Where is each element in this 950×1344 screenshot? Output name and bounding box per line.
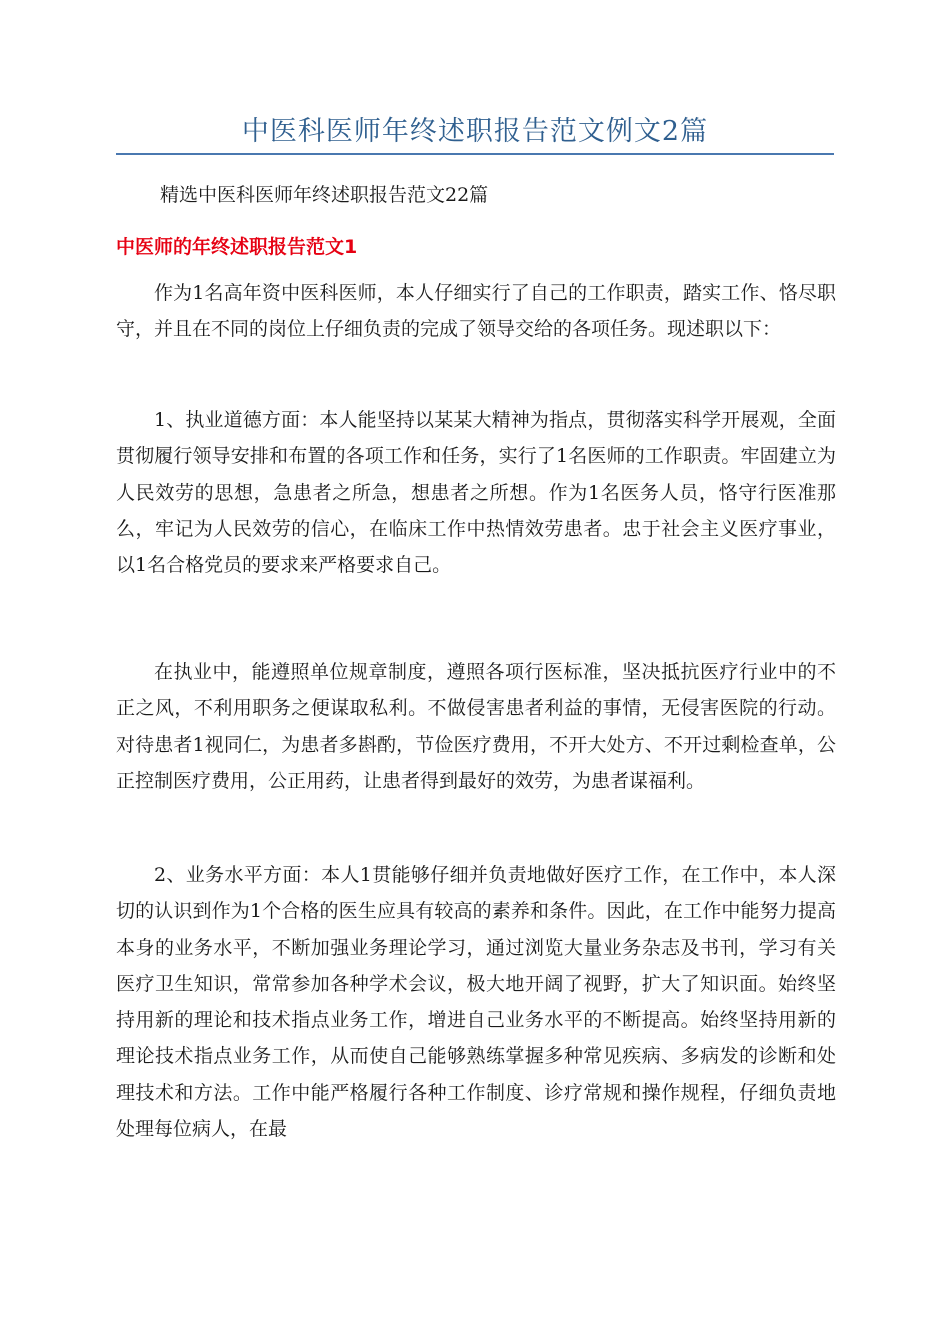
document-subtitle: 精选中医科医师年终述职报告范文22篇 <box>160 184 489 206</box>
body-paragraph-3: 在执业中，能遵照单位规章制度，遵照各项行医标准，坚决抵抗医疗行业中的不正之风，不利用职务之便谋取私利。不做侵害患者利益的事情，无侵害医院的行动。对待患者1视同仁，为患者多斟酌，节俭医疗费用，不开大处方、不开过剩检查单，公正控制医疗费用，公正用药，让患者得到最好的效劳，为患者谋福利。 <box>116 661 836 792</box>
title-underline-rule <box>116 153 834 155</box>
body-paragraph-2: 1、执业道德方面：本人能坚持以某某大精神为指点，贯彻落实科学开展观，全面贯彻履行领导安排和布置的各项工作和任务，实行了1名医师的工作职责。牢固建立为人民效劳的思想，急患者之所急，想患者之所想。作为1名医务人员，恪守行医准那么，牢记为人民效劳的信心，在临床工作中热情效劳患者。忠于社会主义医疗事业，以1名合格党员的要求来严格要求自己。 <box>116 409 836 577</box>
document-title: 中医科医师年终述职报告范文例文2篇 <box>241 116 709 147</box>
body-paragraph-1: 作为1名高年资中医科医师，本人仔细实行了自己的工作职责，踏实工作、恪尽职守，并且在不同的岗位上仔细负责的完成了领导交给的各项任务。现述职以下： <box>116 282 836 341</box>
body-paragraph-4: 2、业务水平方面：本人1贯能够仔细并负责地做好医疗工作，在工作中，本人深切的认识到作为1个合格的医生应具有较高的素养和条件。因此，在工作中能努力提高本身的业务水平，不断加强业务理论学习，通过浏览大量业务杂志及书刊，学习有关医疗卫生知识，常常参加各种学术会议，极大地开阔了视野，扩大了知识面。始终坚持用新的理论和技术指点业务工作，增进自己业务水平的不断提高。始终坚持用新的理论技术指点业务工作，从而使自己能够熟练掌握多种常见疾病、多病发的诊断和处理技术和方法。工作中能严格履行各种工作制度、诊疗常规和操作规程，仔细负责地处理每位病人，在最 <box>116 864 836 1141</box>
section-heading: 中医师的年终述职报告范文1 <box>116 236 358 258</box>
